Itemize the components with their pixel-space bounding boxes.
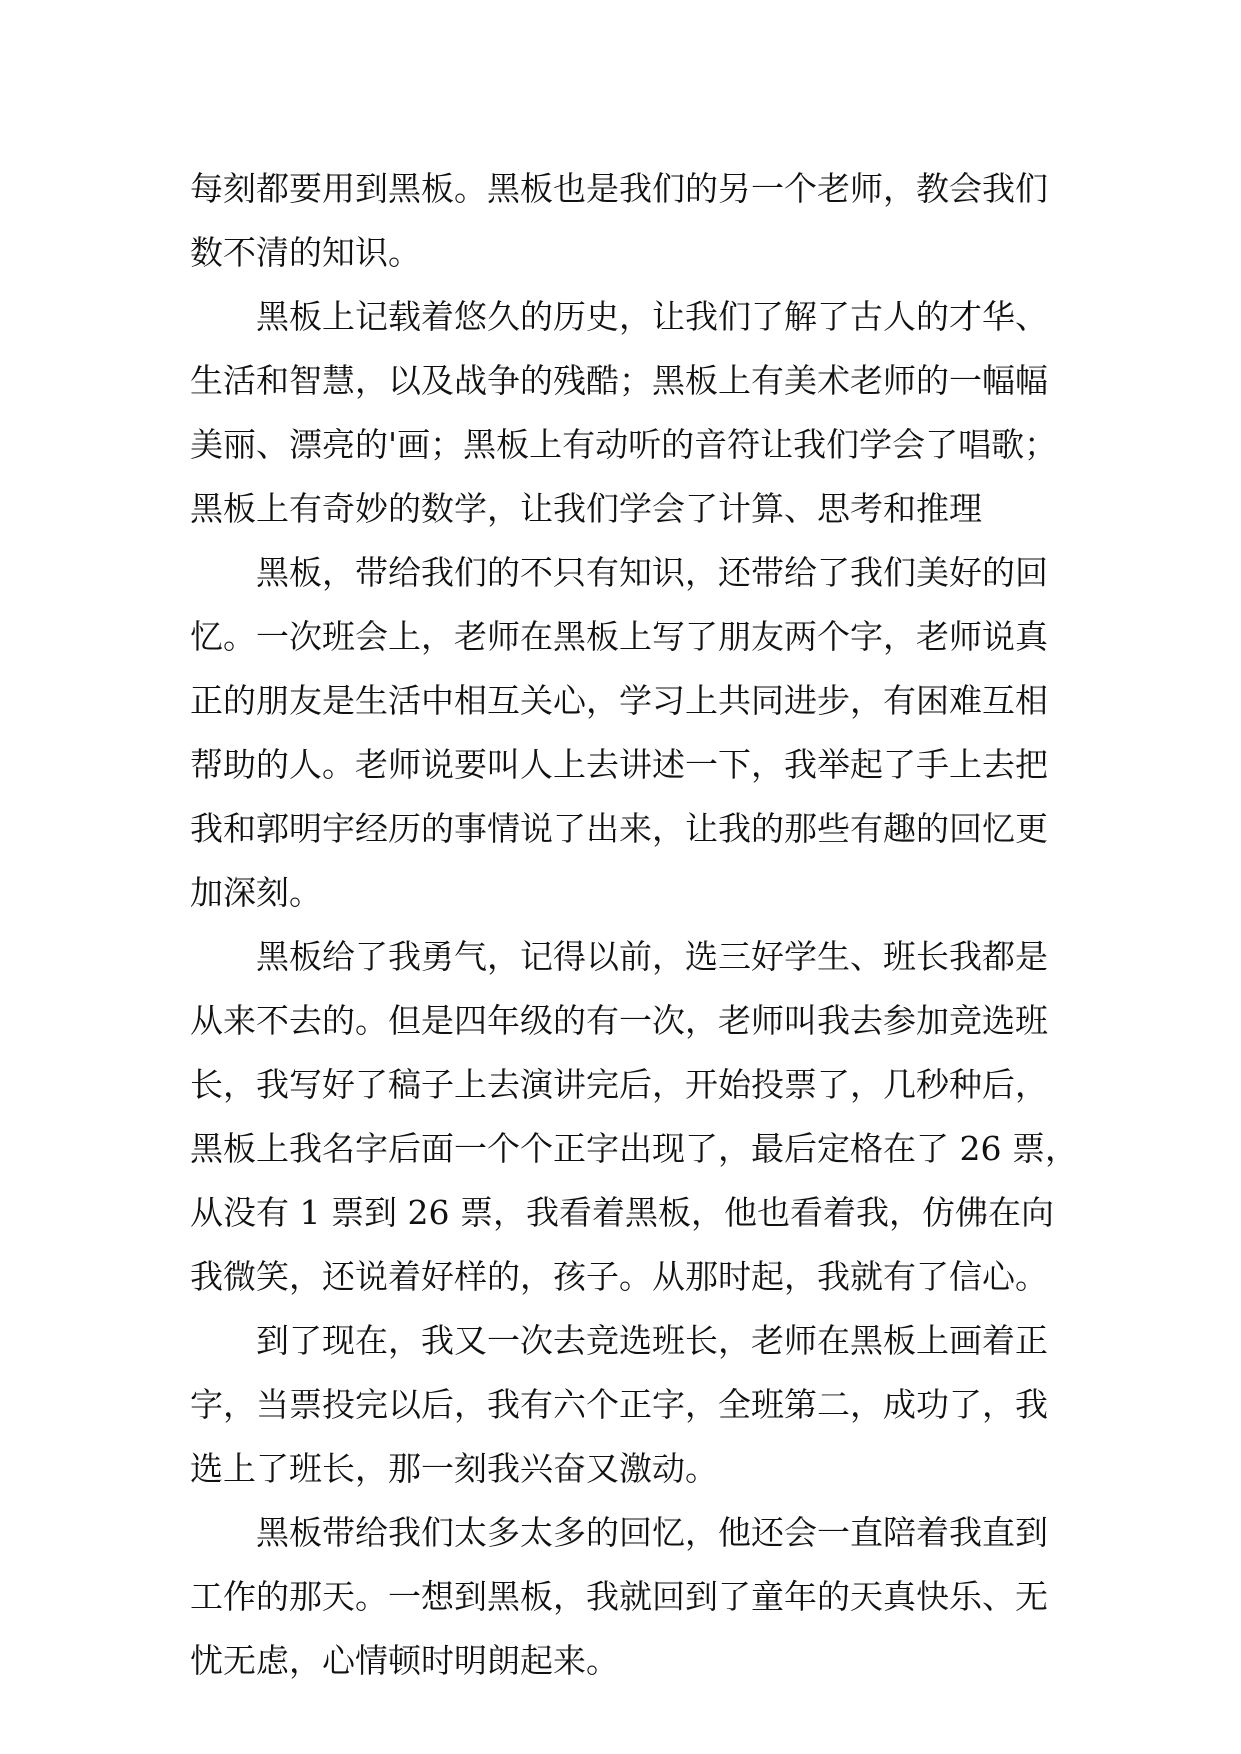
text-line: 选上了班长，那一刻我兴奋又激动。	[190, 1449, 718, 1488]
paragraph-start-line: 黑板上记载着悠久的历史，让我们了解了古人的才华、	[256, 297, 1048, 336]
paragraph-start-line: 到了现在，我又一次去竞选班长，老师在黑板上画着正	[256, 1321, 1048, 1360]
text-line: 字，当票投完以后，我有六个正字，全班第二，成功了，我	[190, 1385, 1048, 1424]
text-line: 加深刻。	[190, 873, 322, 912]
paragraph-start-line: 黑板，带给我们的不只有知识，还带给了我们美好的回	[256, 553, 1048, 592]
text-line: 我和郭明宇经历的事情说了出来，让我的那些有趣的回忆更	[190, 809, 1048, 848]
text-line: 数不清的知识。	[190, 233, 421, 272]
text-line: 每刻都要用到黑板。黑板也是我们的另一个老师，教会我们	[190, 169, 1048, 208]
text-line: 生活和智慧，以及战争的残酷；黑板上有美术老师的一幅幅	[190, 361, 1048, 400]
text-line: 从没有 1 票到 26 票，我看着黑板，他也看着我，仿佛在向	[190, 1193, 1054, 1232]
text-line: 从来不去的。但是四年级的有一次，老师叫我去参加竞选班	[190, 1001, 1048, 1040]
text-line: 黑板上有奇妙的数学，让我们学会了计算、思考和推理	[190, 489, 982, 528]
essay-body	[190, 157, 1078, 1693]
paragraph-start-line: 黑板给了我勇气，记得以前，选三好学生、班长我都是	[256, 937, 1048, 976]
text-line: 帮助的人。老师说要叫人上去讲述一下，我举起了手上去把	[190, 745, 1048, 784]
text-line: 我微笑，还说着好样的，孩子。从那时起，我就有了信心。	[190, 1257, 1048, 1296]
text-line: 美丽、漂亮的'画；黑板上有动听的音符让我们学会了唱歌；	[190, 425, 1058, 464]
text-line: 忧无虑，心情顿时明朗起来。	[190, 1641, 619, 1680]
paragraph-start-line: 黑板带给我们太多太多的回忆，他还会一直陪着我直到	[256, 1513, 1048, 1552]
text-line: 正的朋友是生活中相互关心，学习上共同进步，有困难互相	[190, 681, 1048, 720]
text-line: 长，我写好了稿子上去演讲完后，开始投票了，几秒种后，	[190, 1065, 1048, 1104]
text-line: 工作的那天。一想到黑板，我就回到了童年的天真快乐、无	[190, 1577, 1048, 1616]
text-line: 黑板上我名字后面一个个正字出现了，最后定格在了 26 票，	[190, 1129, 1078, 1168]
text-line: 忆。一次班会上，老师在黑板上写了朋友两个字，老师说真	[190, 617, 1048, 656]
